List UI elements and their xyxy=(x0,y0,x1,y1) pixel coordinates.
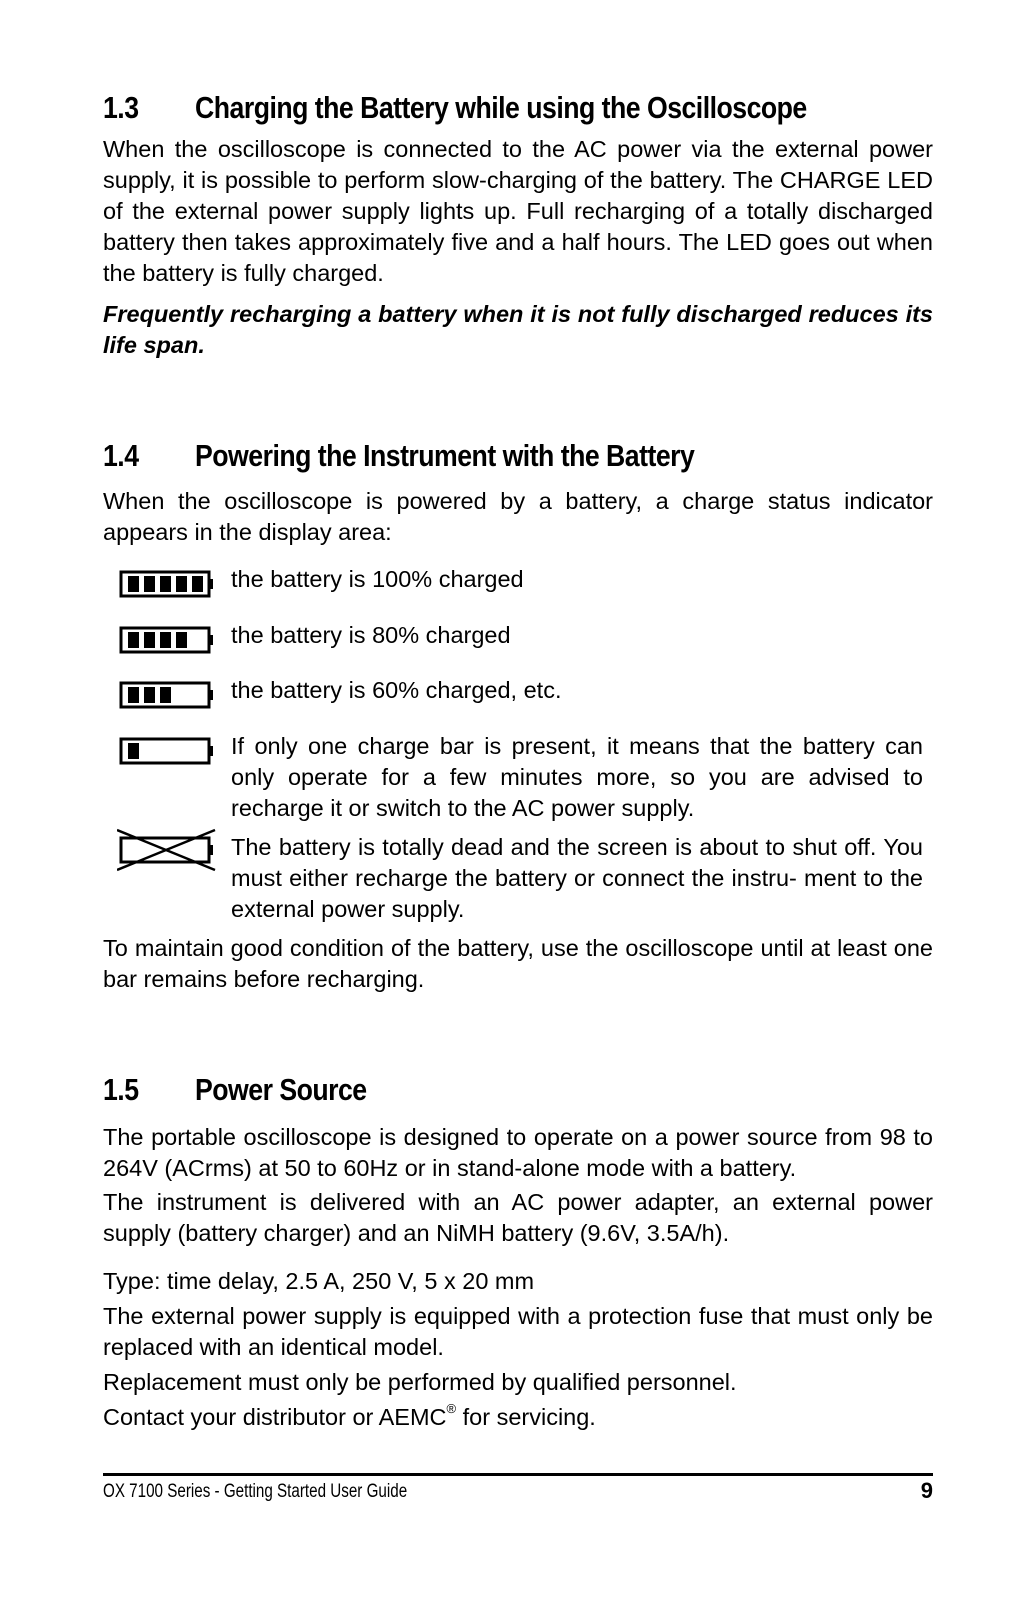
section-heading xyxy=(103,86,817,130)
contact-paragraph xyxy=(103,1402,933,1433)
section-number: 1.5 xyxy=(103,1072,139,1107)
indicator-text: the battery is 100% charged xyxy=(231,566,524,592)
indicator-text: the battery is 60% charged, etc. xyxy=(231,677,562,703)
section-heading xyxy=(103,434,817,478)
battery-80-icon xyxy=(117,622,217,658)
footer-title: OX 7100 Series - Getting Started User Guide xyxy=(103,1481,408,1502)
section-1-3 xyxy=(103,86,933,361)
indicator-text: the battery is 80% charged xyxy=(231,622,511,648)
warning-note: Frequently recharging a battery when it is not fully discharged reduces its life span. xyxy=(103,301,933,358)
paragraph: Replacement must only be performed by qualified personnel. xyxy=(103,1369,737,1395)
section-1-4-outro xyxy=(103,933,933,995)
section-title: Charging the Battery while using the Oscilloscope xyxy=(195,90,807,125)
indicator-text: The battery is totally dead and the screen is about to shut off. You must either recharge the battery or connect the instru- ment to the external power supply. xyxy=(231,834,923,922)
paragraph: The portable oscilloscope is designed to operate on a power source from 98 to 264V (ACrms) at 50 to 60Hz or in stand-alone mode with a battery. xyxy=(103,1124,933,1181)
indicator-text: If only one charge bar is present, it means that the battery can only operate for a few minutes more, so you are advised to recharge it or switch to the AC power supply. xyxy=(231,733,923,821)
battery-full-icon xyxy=(117,566,217,602)
battery-dead-icon xyxy=(117,828,217,872)
battery-low-icon xyxy=(117,733,217,769)
paragraph: The external power supply is equipped with a protection fuse that must only be replaced with an identical model. xyxy=(103,1303,933,1360)
paragraph: When the oscilloscope is connected to the AC power via the external power supply, it is possible to perform slow-charging of the battery. The CHARGE LED of the external power supply lights up. Full recharging of a totally discharged battery then takes approximately five and a half hours. The LED goes out when the battery is fully charged. xyxy=(103,136,933,286)
registered-mark: ® xyxy=(446,1401,457,1416)
battery-60-icon xyxy=(117,677,217,713)
paragraph: The instrument is delivered with an AC power adapter, an external power supply (battery charger) and an NiMH battery (9.6V, 3.5A/h). xyxy=(103,1189,933,1246)
footer-rule xyxy=(103,1473,933,1476)
section-1-4 xyxy=(103,434,933,548)
section-number: 1.4 xyxy=(103,438,139,473)
page-number: 9 xyxy=(920,1478,933,1503)
paragraph: To maintain good condition of the battery, use the oscilloscope until at least one bar remains before recharging. xyxy=(103,935,933,992)
contact-prefix: Contact your distributor or AEMC xyxy=(103,1404,447,1430)
section-title: Power Source xyxy=(195,1072,367,1107)
paragraph: Type: time delay, 2.5 A, 250 V, 5 x 20 mm xyxy=(103,1268,535,1294)
section-title: Powering the Instrument with the Battery xyxy=(195,438,695,473)
section-heading xyxy=(103,1068,817,1112)
section-number: 1.3 xyxy=(103,90,139,125)
contact-suffix: for servicing. xyxy=(456,1404,596,1430)
section-1-5 xyxy=(103,1068,933,1433)
paragraph: When the oscilloscope is powered by a battery, a charge status indicator appears in the display area: xyxy=(103,488,933,545)
